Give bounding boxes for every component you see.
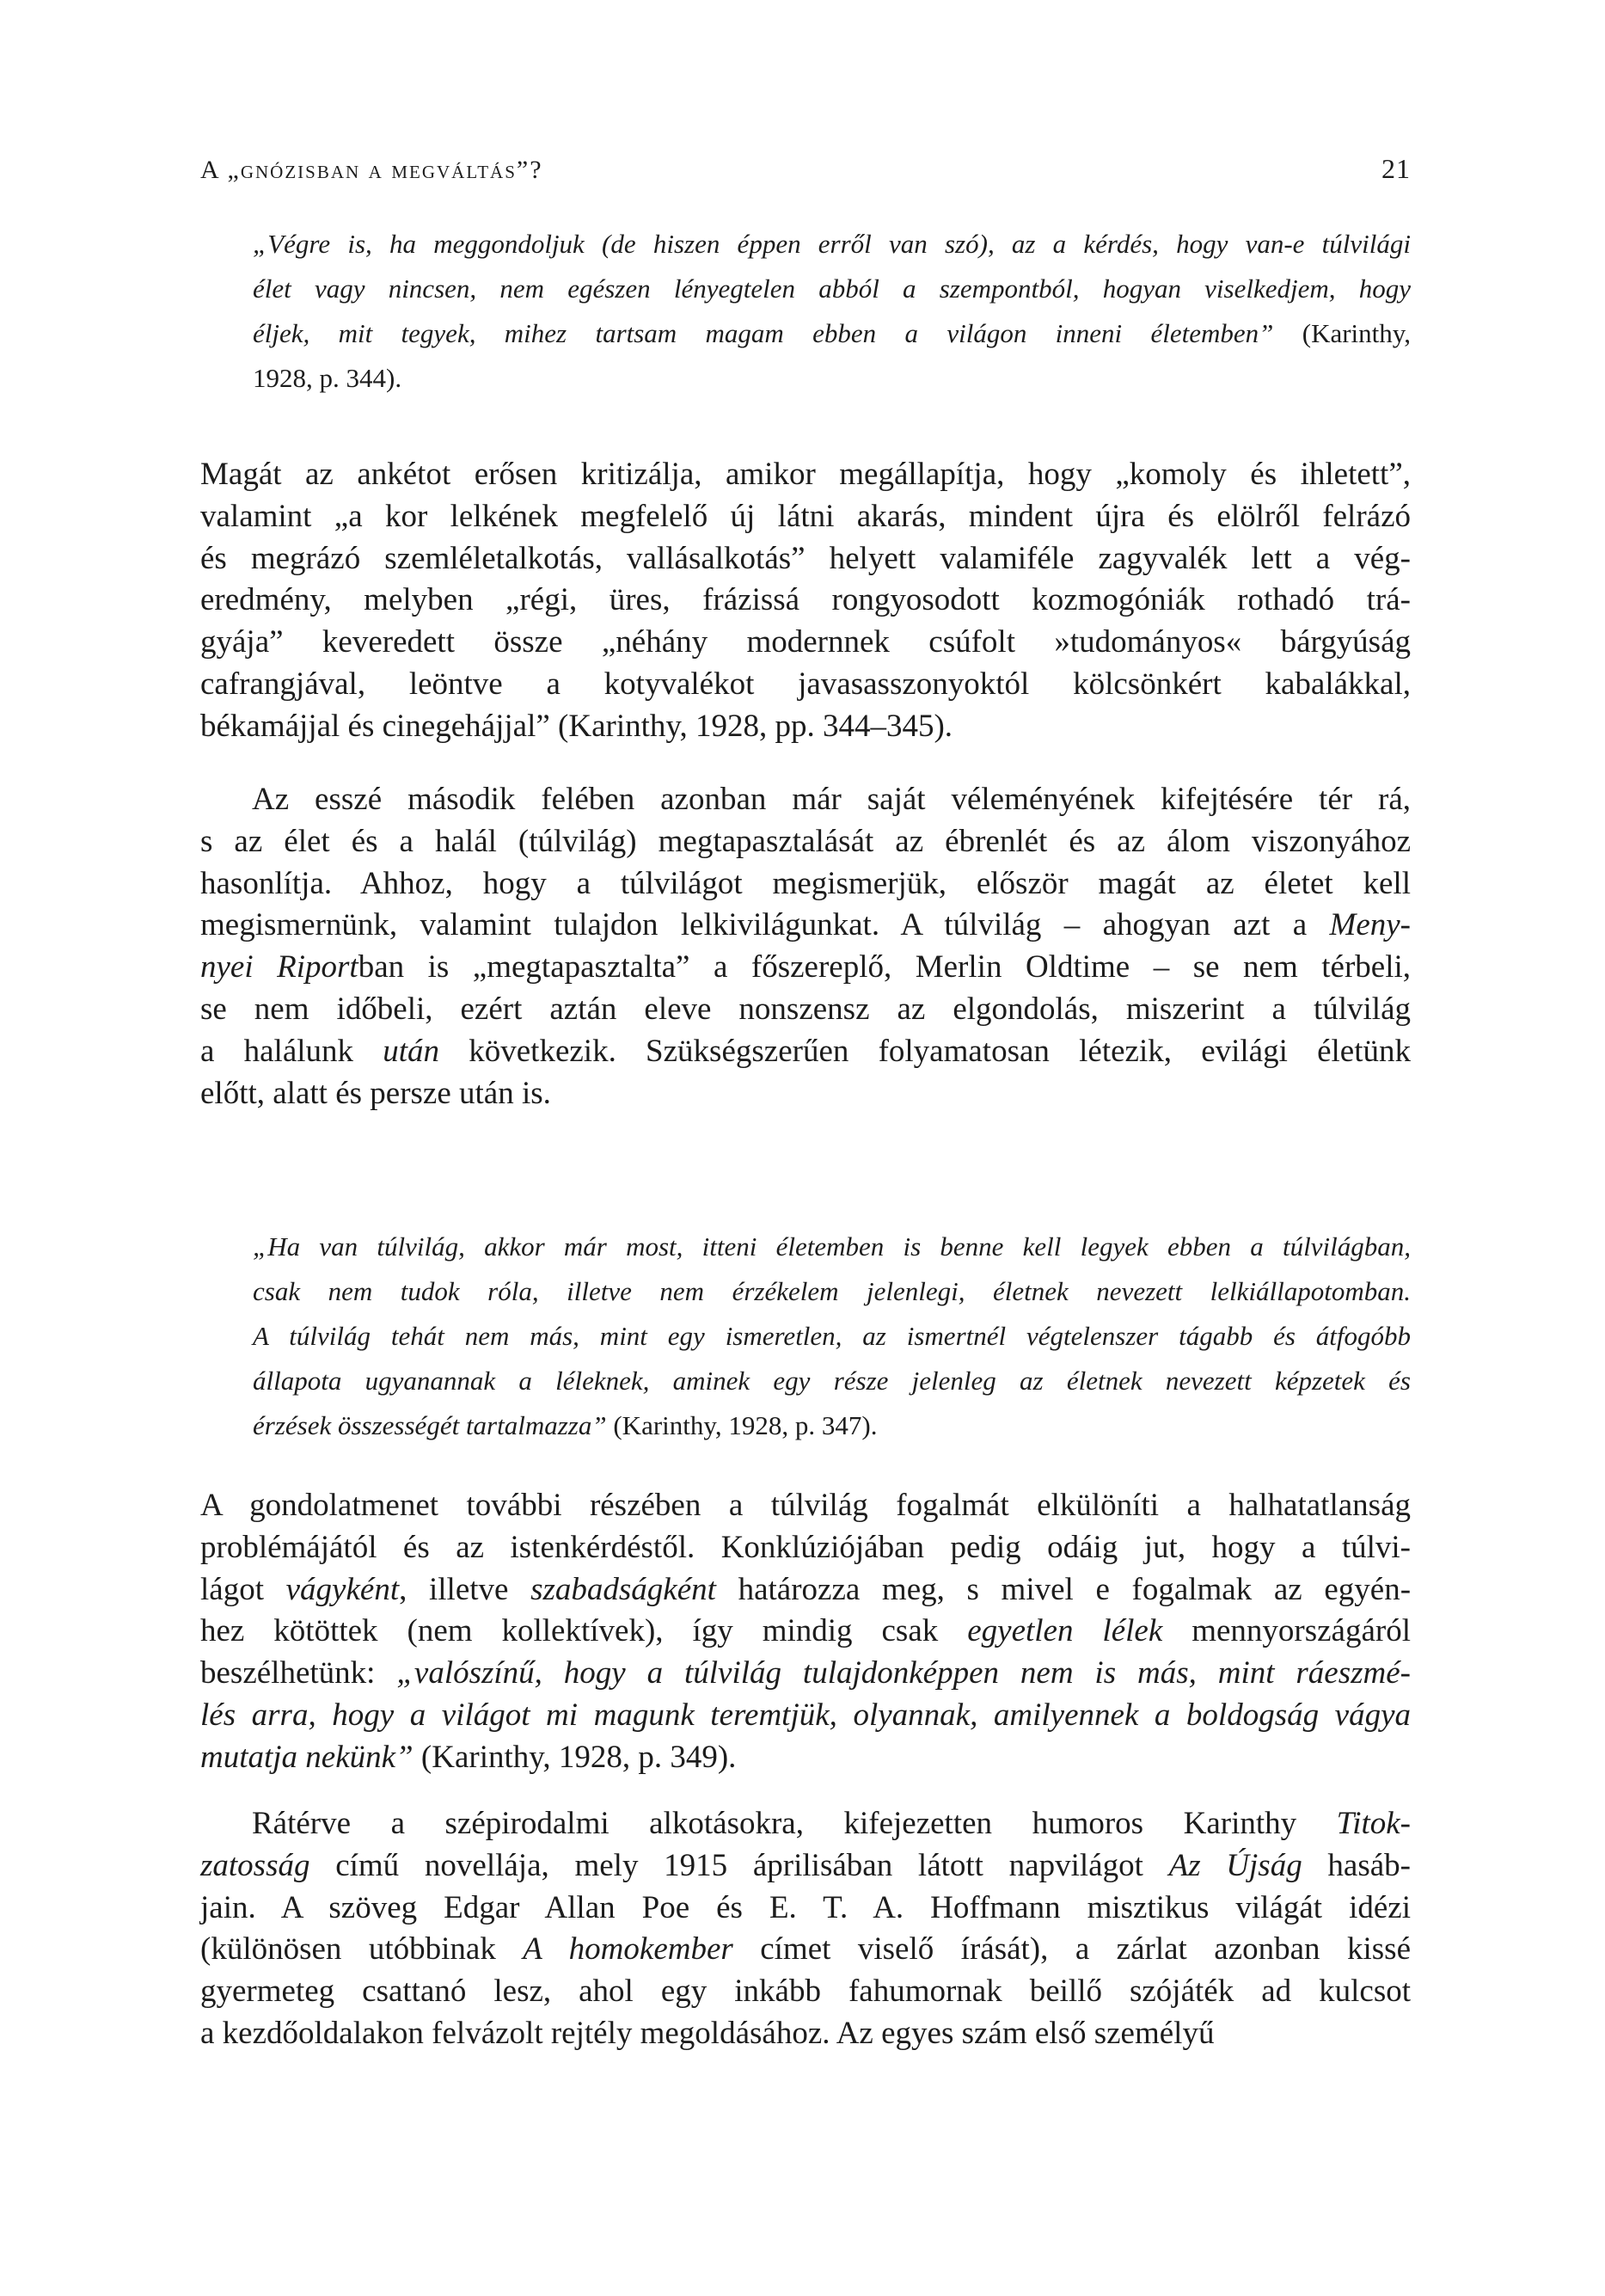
text-line: [200, 1653, 1411, 1695]
text-line: [200, 1888, 1411, 1930]
text-span: eredmény, melyben „régi, üres, frázissá rongyosodott kozmogóniák rothadó trá-: [200, 582, 1411, 618]
text-span: lágot: [200, 1571, 286, 1607]
text-line: [200, 1031, 1411, 1073]
text-line: [200, 947, 1411, 989]
italic-span: mutatja nekünk”: [200, 1739, 414, 1775]
italic-span: állapota ugyanannak a léleknek, aminek egy része jelenleg az életnek nevezett képzetek és: [253, 1366, 1411, 1396]
text-line: [200, 1845, 1411, 1888]
text-line: [253, 1225, 1411, 1269]
text-span: A gondolatmenet további részében a túlvilág fogalmát elkülöníti a halhatatlanság: [200, 1488, 1411, 1523]
text-span: (Karinthy,: [1273, 318, 1412, 348]
text-line: [253, 1269, 1411, 1314]
paragraph-3: [200, 1485, 1411, 1779]
text-span: mennyországáról: [1162, 1613, 1411, 1649]
text-line: [200, 905, 1411, 947]
italic-span: után: [383, 1033, 440, 1069]
text-span: a halálunk: [200, 1033, 383, 1069]
text-span: cafrangjával, leöntve a kotyvalékot javasasszonyoktól kölcsönkért kabalákkal,: [200, 666, 1411, 702]
page-number: 21: [1381, 153, 1411, 184]
text-line: [253, 356, 1411, 401]
text-span: valamint „a kor lelkének megfelelő új látni akarás, mindent újra és elölről felrázó: [200, 498, 1411, 534]
text-line: [200, 664, 1411, 706]
text-line: [253, 1359, 1411, 1403]
text-line: [200, 1737, 1411, 1779]
text-span: beszélhetünk:: [200, 1655, 397, 1691]
text-line: [200, 1485, 1411, 1527]
text-span: Az esszé második felében azonban már saját véleményének kifejtésére tér rá,: [252, 782, 1411, 817]
text-line: [200, 1611, 1411, 1653]
text-line: [200, 863, 1411, 906]
italic-span: Az Újság: [1168, 1847, 1302, 1883]
text-span: gyermeteg csattanó lesz, ahol egy inkább fahumornak beillő szójáték ad kulcsot: [200, 1974, 1411, 2010]
text-span: békamájjal és cinegehájjal” (Karinthy, 1928, pp. 344–345).: [200, 708, 953, 744]
text-line: [200, 1569, 1411, 1611]
text-span: ban is „megtapasztalta” a főszereplő, Merlin Oldtime – se nem térbeli,: [358, 949, 1411, 985]
text-line: [200, 496, 1411, 538]
text-span: s az élet és a halál (túlvilág) megtapasztalását az ébrenlét és az álom viszonyához: [200, 823, 1411, 859]
text-line: [200, 706, 1411, 748]
text-line: [253, 267, 1411, 311]
text-span: hasáb-: [1302, 1847, 1411, 1883]
italic-span: csak nem tudok róla, illetve nem érzékelem jelenlegi, életnek nevezett lelkiállapotomban.: [253, 1276, 1411, 1306]
text-span: (Karinthy, 1928, p. 349).: [413, 1739, 737, 1775]
page-header: [200, 153, 1411, 196]
text-span: címet viselő írását), a zárlat azonban kissé: [732, 1931, 1411, 1968]
running-head: A „gnózisban a megváltás”?: [200, 156, 543, 184]
text-span: Magát az ankétot erősen kritizálja, amikor megállapítja, hogy „komoly és ihletett”,: [200, 457, 1411, 492]
italic-span: vágyként: [285, 1571, 400, 1607]
italic-span: szabadságként: [530, 1571, 716, 1607]
text-span: határozza meg, s mivel e fogalmak az egyén-: [715, 1571, 1412, 1607]
text-line: [253, 1403, 1411, 1448]
italic-span: érzések összességét tartalmazza”: [253, 1410, 607, 1440]
paragraph-2: [200, 779, 1411, 1114]
block-quote-1: [253, 222, 1411, 401]
italic-span: A túlvilág tehát nem más, mint egy ismeretlen, az ismertnél végtelenszer tágabb és átfogóbb: [253, 1321, 1411, 1351]
text-line: [200, 1073, 1411, 1115]
text-line: [200, 1695, 1411, 1737]
text-line: [200, 2013, 1411, 2055]
text-span: problémájától és az istenkérdéstől. Konklúziójában pedig odáig jut, hogy a túlvi-: [200, 1529, 1411, 1565]
text-span: a kezdőoldalakon felvázolt rejtély megoldásához. Az egyes szám első személyű: [200, 2015, 1215, 2051]
text-span: hez kötöttek (nem kollektívek), így mindig csak: [200, 1613, 968, 1649]
italic-span: egyetlen lélek: [967, 1613, 1163, 1649]
italic-span: zatosság: [200, 1847, 310, 1883]
text-span: (különösen utóbbinak: [200, 1931, 524, 1968]
text-line: [200, 1971, 1411, 2013]
text-span: 1928, p. 344).: [253, 363, 402, 393]
italic-span: „Végre is, ha meggondoljuk (de hiszen éppen erről van szó), az a kérdés, hogy van-e túlvilági: [253, 229, 1411, 259]
italic-span: élet vagy nincsen, nem egészen lényegtelen abból a szempontból, hogyan viselkedjem, hogy: [253, 273, 1411, 304]
text-span: (Karinthy, 1928, p. 347).: [606, 1410, 878, 1440]
text-line: [200, 580, 1411, 622]
text-line: [200, 989, 1411, 1031]
text-span: se nem időbeli, ezért aztán eleve nonszensz az elgondolás, miszerint a túlvilág: [200, 991, 1411, 1027]
text-line: [200, 1929, 1411, 1971]
italic-span: éljek, mit tegyek, mihez tartsam magam ebben a világon inneni életemben”: [253, 318, 1274, 348]
italic-span: Titok-: [1336, 1806, 1411, 1841]
text-line: [253, 1314, 1411, 1359]
text-line: [253, 222, 1411, 267]
block-quote-2: [253, 1225, 1411, 1448]
text-line: [200, 454, 1411, 496]
italic-span: Meny-: [1329, 907, 1411, 943]
paragraph-1: [200, 454, 1411, 748]
text-line: [200, 1527, 1411, 1569]
text-span: című novellája, mely 1915 áprilisában látott napvilágot: [309, 1847, 1169, 1883]
paragraph-4: [200, 1803, 1411, 2055]
text-line: [200, 1803, 1411, 1845]
text-span: előtt, alatt és persze után is.: [200, 1075, 551, 1111]
text-line: [200, 821, 1411, 863]
text-span: és megrázó szemléletalkotás, vallásalkotás” helyett valamiféle zagyvalék lett a vég-: [200, 540, 1411, 576]
italic-span: „valószínű, hogy a túlvilág tulajdonképpen nem is más, mint ráeszmé-: [396, 1655, 1411, 1691]
text-span: megismernünk, valamint tulajdon lelkivilágunkat. A túlvilág – ahogyan azt a: [200, 907, 1330, 943]
text-span: jain. A szöveg Edgar Allan Poe és E. T. A. Hoffmann misztikus világát idézi: [200, 1889, 1411, 1925]
text-line: [200, 779, 1411, 821]
text-span: Rátérve a szépirodalmi alkotásokra, kifejezetten humoros Karinthy: [252, 1806, 1337, 1841]
text-line: [253, 311, 1411, 356]
text-span: következik. Szükségszerűen folyamatosan létezik, evilági életünk: [439, 1033, 1411, 1069]
text-line: [200, 538, 1411, 580]
italic-span: A homokember: [523, 1931, 733, 1968]
italic-span: lés arra, hogy a világot mi magunk teremtjük, olyannak, amilyennek a boldogság vágya: [200, 1697, 1411, 1733]
text-span: , illetve: [399, 1571, 531, 1607]
text-span: hasonlítja. Ahhoz, hogy a túlvilágot megismerjük, először magát az életet kell: [200, 865, 1411, 901]
text-line: [200, 622, 1411, 664]
italic-span: nyei Riport: [200, 949, 358, 985]
italic-span: „Ha van túlvilág, akkor már most, itteni életemben is benne kell legyek ebben a túlvilágban,: [253, 1231, 1411, 1262]
text-span: gyája” keveredett össze „néhány modernnek csúfolt »tudományos« bárgyúság: [200, 624, 1411, 660]
